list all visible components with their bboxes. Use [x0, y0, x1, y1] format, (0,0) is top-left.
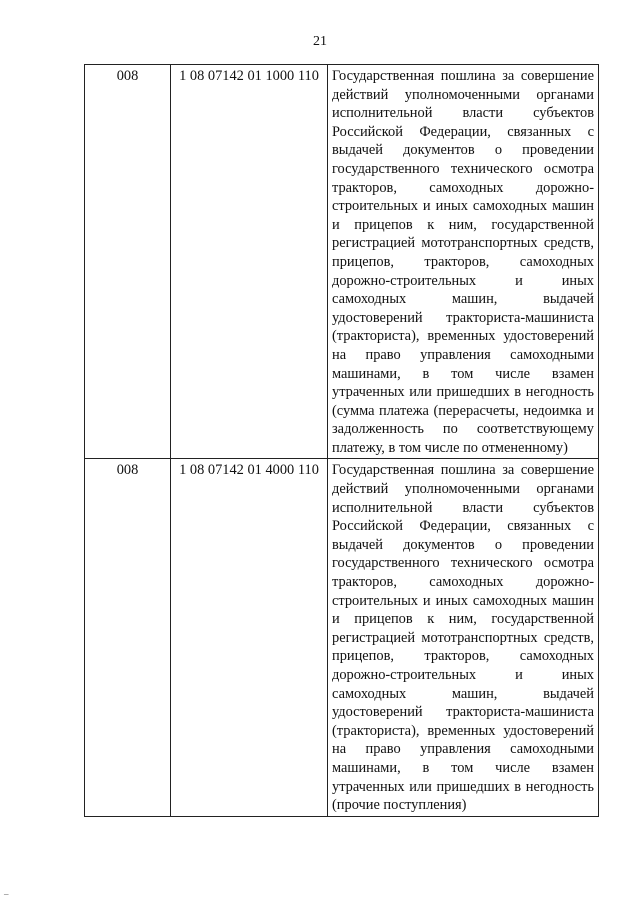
- description-cell: Государственная пошлина за совершение действий уполномоченными органами исполнительной власти субъектов Российской Федерации, связанных с выдачей документов о проведении государственного технического осмотра тракторов, самоходных дорожно-строительных и иных самоходных машин и прицепов к ним, государственной регистрацией мототранспортных средств, прицепов, тракторов, самоходных дорожно-строительных и иных самоходных машин, выдачей удостоверений тракториста-машиниста (тракториста), временных удостоверений на право управления самоходными машинами, в том числе взамен утраченных или пришедших в негодность (сумма платежа (перерасчеты, недоимка и задолженность по соответствующему платежу, в том числе по отмененному): [328, 65, 599, 459]
- admin-code-cell: 008: [85, 65, 171, 459]
- kbk-code-cell: 1 08 07142 01 4000 110: [171, 459, 328, 816]
- admin-code-cell: 008: [85, 459, 171, 816]
- page-number: 21: [313, 34, 327, 49]
- budget-classification-table: [84, 64, 599, 817]
- table-row: [85, 65, 599, 459]
- kbk-code-cell: 1 08 07142 01 1000 110: [171, 65, 328, 459]
- corner-mark: –: [4, 889, 9, 899]
- table-row: [85, 459, 599, 816]
- description-cell: Государственная пошлина за совершение действий уполномоченными органами исполнительной власти субъектов Российской Федерации, связанных с выдачей документов о проведении государственного технического осмотра тракторов, самоходных дорожно-строительных и иных самоходных машин и прицепов к ним, государственной регистрацией мототранспортных средств, прицепов, тракторов, самоходных дорожно-строительных и иных самоходных машин, выдачей удостоверений тракториста-машиниста (тракториста), временных удостоверений на право управления самоходными машинами, в том числе взамен утраченных или пришедших в негодность (прочие поступления): [328, 459, 599, 816]
